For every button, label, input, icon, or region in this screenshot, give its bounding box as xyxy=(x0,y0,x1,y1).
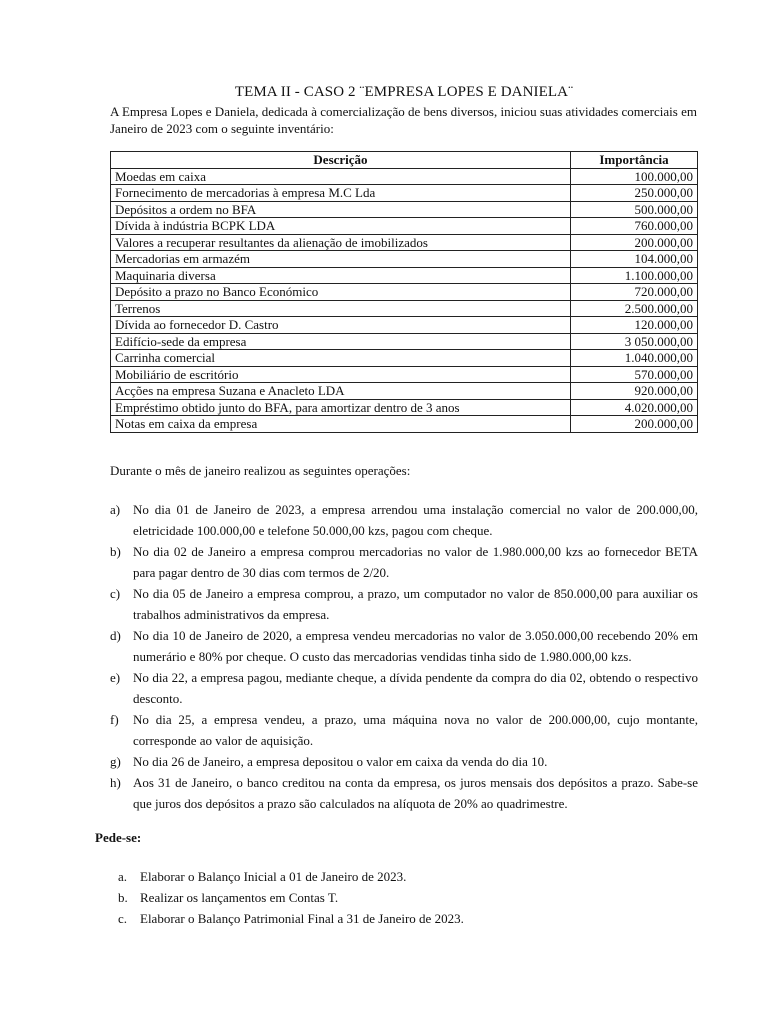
row-value: 250.000,00 xyxy=(571,185,698,202)
table-row xyxy=(111,300,698,317)
row-description: Mobiliário de escritório xyxy=(111,366,571,383)
header-descricao: Descrição xyxy=(111,152,571,169)
table-row xyxy=(111,251,698,268)
row-description: Empréstimo obtido junto do BFA, para amortizar dentro de 3 anos xyxy=(111,399,571,416)
operation-item xyxy=(110,772,698,814)
operation-item xyxy=(110,709,698,751)
list-text: No dia 01 de Janeiro de 2023, a empresa arrendou uma instalação comercial no valor de 200.000,00, eletricidade 100.000,00 e telefone 50.000,00 kzs, pagou com cheque. xyxy=(133,502,698,538)
intro-paragraph: A Empresa Lopes e Daniela, dedicada à comercialização de bens diversos, iniciou suas atividades comerciais em Janeiro de 2023 com o seguinte inventário: xyxy=(110,104,697,136)
list-marker: e) xyxy=(110,670,121,685)
row-value: 1.100.000,00 xyxy=(571,267,698,284)
operation-item xyxy=(110,625,698,667)
list-marker: b. xyxy=(118,890,128,905)
row-description: Dívida ao fornecedor D. Castro xyxy=(111,317,571,334)
table-row xyxy=(111,267,698,284)
table-row xyxy=(111,383,698,400)
row-value: 920.000,00 xyxy=(571,383,698,400)
operation-item xyxy=(110,583,698,625)
table-row xyxy=(111,350,698,367)
document-title: TEMA II - CASO 2 ¨EMPRESA LOPES E DANIELA¨ xyxy=(234,84,574,100)
row-description: Maquinaria diversa xyxy=(111,267,571,284)
tasks-list xyxy=(118,866,464,929)
task-item xyxy=(118,908,464,929)
row-value: 500.000,00 xyxy=(571,201,698,218)
row-description: Terrenos xyxy=(111,300,571,317)
inventory-body xyxy=(111,168,698,432)
list-marker: c. xyxy=(118,911,128,926)
row-value: 200.000,00 xyxy=(571,416,698,433)
list-text: Elaborar o Balanço Patrimonial Final a 31 de Janeiro de 2023. xyxy=(140,911,464,926)
inventory-table xyxy=(110,151,698,433)
row-description: Edifício-sede da empresa xyxy=(111,333,571,350)
list-marker: c) xyxy=(110,586,121,601)
row-value: 760.000,00 xyxy=(571,218,698,235)
table-row xyxy=(111,399,698,416)
row-value: 2.500.000,00 xyxy=(571,300,698,317)
list-text: Elaborar o Balanço Inicial a 01 de Janeiro de 2023. xyxy=(140,869,407,884)
table-row xyxy=(111,333,698,350)
row-description: Acções na empresa Suzana e Anacleto LDA xyxy=(111,383,571,400)
operation-item xyxy=(110,541,698,583)
row-description: Moedas em caixa xyxy=(111,168,571,185)
table-row xyxy=(111,317,698,334)
list-marker: f) xyxy=(110,712,119,727)
table-row xyxy=(111,201,698,218)
operations-intro: Durante o mês de janeiro realizou as seguintes operações: xyxy=(110,463,411,478)
task-item xyxy=(118,887,464,908)
list-text: No dia 05 de Janeiro a empresa comprou, a prazo, um computador no valor de 850.000,00 para auxiliar os trabalhos administrativos da empresa. xyxy=(133,586,698,622)
row-description: Depósito a prazo no Banco Económico xyxy=(111,284,571,301)
table-row xyxy=(111,168,698,185)
list-text: Aos 31 de Janeiro, o banco creditou na conta da empresa, os juros mensais dos depósitos a prazo. Sabe-se que juros dos depósitos a prazo são calculados na alíquota de 20% ao quadrimestre. xyxy=(133,775,698,811)
pede-se-label: Pede-se: xyxy=(95,830,142,845)
list-text: No dia 02 de Janeiro a empresa comprou mercadorias no valor de 1.980.000,00 kzs ao fornecedor BETA para pagar dentro de 30 dias com termos de 2/20. xyxy=(133,544,698,580)
table-row xyxy=(111,416,698,433)
list-text: No dia 10 de Janeiro de 2020, a empresa vendeu mercadorias no valor de 3.050.000,00 recebendo 20% em numerário e 80% por cheque. O custo das mercadorias vendidas tinha sido de 1.980.000,00 kzs. xyxy=(133,628,698,664)
row-description: Dívida à indústria BCPK LDA xyxy=(111,218,571,235)
row-value: 1.040.000,00 xyxy=(571,350,698,367)
row-value: 720.000,00 xyxy=(571,284,698,301)
list-marker: a. xyxy=(118,869,128,884)
row-value: 120.000,00 xyxy=(571,317,698,334)
list-marker: b) xyxy=(110,544,121,559)
list-marker: a) xyxy=(110,502,121,517)
table-row xyxy=(111,218,698,235)
table-row xyxy=(111,284,698,301)
operation-item xyxy=(110,751,698,772)
list-text: No dia 22, a empresa pagou, mediante cheque, a dívida pendente da compra do dia 02, obtendo o respectivo desconto. xyxy=(133,670,698,706)
row-description: Mercadorias em armazém xyxy=(111,251,571,268)
row-description: Depósitos a ordem no BFA xyxy=(111,201,571,218)
row-value: 4.020.000,00 xyxy=(571,399,698,416)
row-description: Fornecimento de mercadorias à empresa M.C Lda xyxy=(111,185,571,202)
list-text: Realizar os lançamentos em Contas T. xyxy=(140,890,339,905)
list-marker: g) xyxy=(110,754,121,769)
table-row xyxy=(111,366,698,383)
table-header-row xyxy=(111,152,698,169)
operation-item xyxy=(110,667,698,709)
row-value: 104.000,00 xyxy=(571,251,698,268)
row-value: 3 050.000,00 xyxy=(571,333,698,350)
row-description: Carrinha comercial xyxy=(111,350,571,367)
row-value: 570.000,00 xyxy=(571,366,698,383)
list-marker: h) xyxy=(110,775,121,790)
row-description: Valores a recuperar resultantes da alienação de imobilizados xyxy=(111,234,571,251)
row-description: Notas em caixa da empresa xyxy=(111,416,571,433)
list-text: No dia 26 de Janeiro, a empresa depositou o valor em caixa da venda do dia 10. xyxy=(133,754,548,769)
table-row xyxy=(111,185,698,202)
row-value: 200.000,00 xyxy=(571,234,698,251)
operations-list xyxy=(110,499,698,814)
task-item xyxy=(118,866,464,887)
header-importancia: Importância xyxy=(571,152,698,169)
row-value: 100.000,00 xyxy=(571,168,698,185)
list-marker: d) xyxy=(110,628,121,643)
operation-item xyxy=(110,499,698,541)
list-text: No dia 25, a empresa vendeu, a prazo, uma máquina nova no valor de 200.000,00, cujo montante, corresponde ao valor de aquisição. xyxy=(133,712,698,748)
table-row xyxy=(111,234,698,251)
